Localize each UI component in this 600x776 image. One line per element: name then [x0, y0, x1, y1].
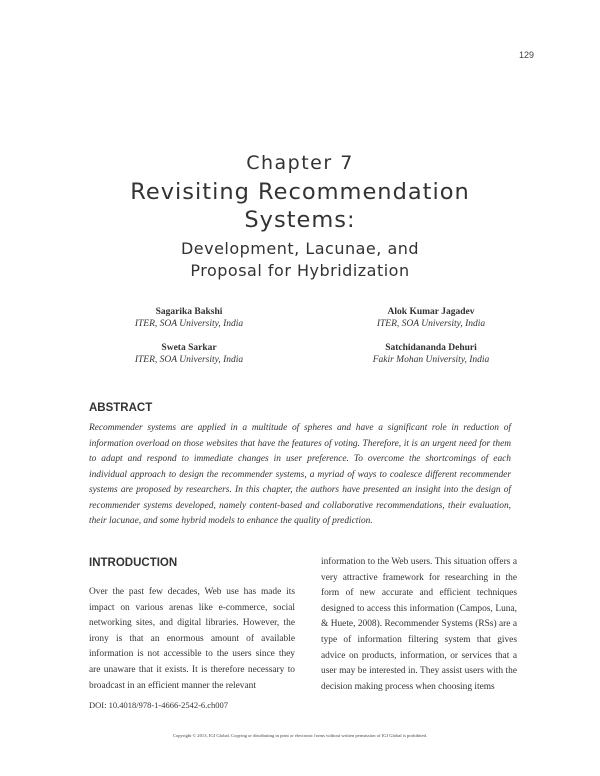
abstract-text: Recommender systems are applied in a multitude of spheres and have a significant role in reduction of information overload on those websites that have the features of voting. Therefore, it is an urgent need for them to adapt and respond to immediate changes in user preference. To overcome the shortcomings of each individual approach to design the recommender systems, a myriad of ways to coalesce different recommender systems are proposed by researchers. In this chapter, the authors have presented an insight into the design of recommender systems developed, namely content-based and collaborative recommendations, their evaluation, their lacunae, and some hybrid models to enhance the quality of prediction.: [89, 423, 511, 526]
introduction-heading: INTRODUCTION: [89, 557, 178, 569]
author-name: Alok Kumar Jagadev: [387, 307, 475, 317]
introduction-column-left: Over the past few decades, Web use has made its impact on various arenas like e-commerce, social networking sites, and digital libraries. However, the irony is that an enormous amount of available information is not accessible to the users since they are unaware that it exists. It is therefore necessary to broadcast in an efficient manner the relevant: [89, 587, 295, 691]
author-affiliation: ITER, SOA University, India: [134, 319, 244, 329]
title-line: Revisiting Recommendation: [130, 179, 470, 205]
author-name: Satchidananda Dehuri: [385, 343, 477, 353]
author-affiliation: ITER, SOA University, India: [134, 355, 244, 365]
abstract-heading: ABSTRACT: [89, 402, 153, 414]
chapter-title: [0, 178, 600, 234]
author-block: [341, 306, 521, 330]
author-block: [341, 342, 521, 366]
subtitle-line: Proposal for Hybridization: [190, 261, 410, 280]
author-block: [99, 342, 279, 366]
author-block: [99, 306, 279, 330]
author-name: Sagarika Bakshi: [155, 307, 223, 317]
copyright-notice: Copyright © 2013, IGI Global. Copying or distributing in print or electronic forms without written permission of IGI Global is prohibited.: [172, 733, 428, 738]
doi-line: DOI: 10.4018/978-1-4666-2542-6.ch007: [89, 700, 229, 710]
author-affiliation: Fakir Mohan University, India: [372, 355, 490, 365]
title-line: Systems:: [244, 207, 356, 233]
author-name: Sweta Sarkar: [161, 343, 217, 353]
chapter-label: Chapter 7: [246, 152, 354, 174]
chapter-subtitle: [0, 238, 600, 282]
page-number: 129: [518, 50, 534, 60]
introduction-column-right: information to the Web users. This situation offers a very attractive framework for researching in the form of new accurate and efficient techniques designed to access this information (Campos, Luna, & Huete, 2008). Recommender Systems (RSs) are a type of information filtering system that gives advice on products, information, or services that a user may be interested in. They assist users with the decision making process when choosing items: [321, 557, 517, 692]
author-affiliation: ITER, SOA University, India: [376, 319, 486, 329]
subtitle-line: Development, Lacunae, and: [180, 239, 420, 258]
